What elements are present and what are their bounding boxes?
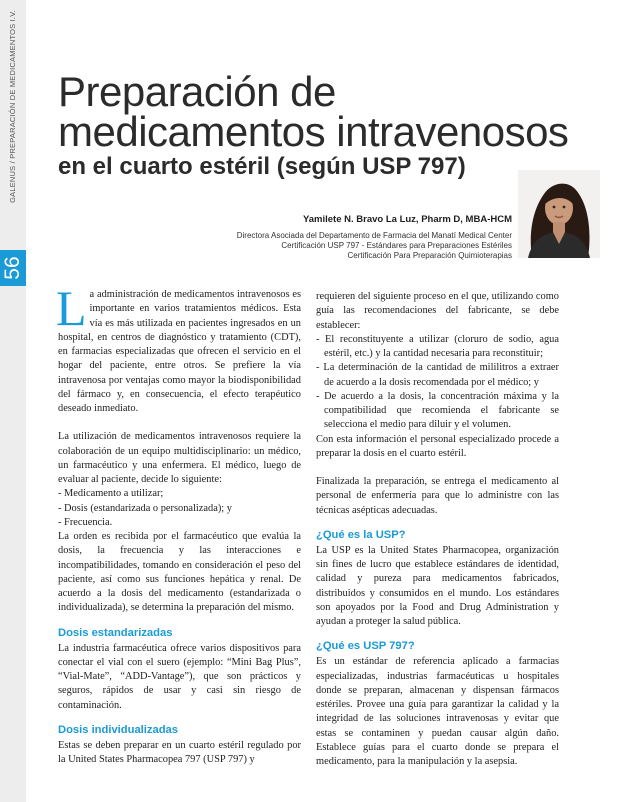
paragraph: Estas se deben preparar en un cuarto estéril regulado por la United States Pharmacopea 797 (USP 797) y [58,739,301,765]
paragraph: La utilización de medicamentos intravenosos requiere la colaboración de un equipo multidisciplinario: un médico, un farmacéutico y una enfermera. El médico, luego de evaluar al paciente, decide lo siguiente: [58,431,301,485]
paragraph: Con esta información el personal especializado procede a preparar la dosis en el cuarto estéril. [316,433,559,459]
heading-dosis-estandarizadas: Dosis estandarizadas [58,626,173,639]
page-subtitle: en el cuarto estéril (según USP 797) [58,153,466,180]
intro-text: a administración de medicamentos intravenosos es importante en varios tratamientos médicos. Esta vía es más utilizada en pacientes ingresados en un hospital, en centros de diagnóstico y tratamiento (CDT), en farmacias especializadas que ofrecen el servicio en el hogar del paciente, entre otros. Se prefiere la vía intravenosa por ventajas como mayor la biodisponibilidad del fármaco y, en consecuencia, el efecto terapéutico deseado inmediato. [58,289,301,414]
paragraph: requieren del siguiente proceso en el que, utilizando como guía las recomendaciones del fabricante, se debe establecer: [316,291,559,331]
author-cert-1: Certificación USP 797 - Estándares para Preparaciones Estériles [281,241,512,250]
article-column-right [316,290,559,769]
paragraph: La USP es la United States Pharmacopea, organización sin fines de lucro que establece estándares de identidad, calidad y pureza para medicamentos fabricados, distribuidos y consumidos en el mundo. Los estándares son apoyados por la Food and Drug Administration y ayudan a proteger la salud pública. [316,544,559,627]
paragraph: La orden es recibida por el farmacéutico que evalúa la dosis, la frecuencia y las interacciones e incompatibilidades, tomando en consideración el peso del paciente, así como sus funciones hepática y renal. De acuerdo a la dosis del medicamento (estandarizada o individualizada), se determina la preparación del mismo. [58,531,301,614]
sidebar-section-text: GALENUS / PREPARACIÓN DE MEDICAMENTOS I.V. [8,10,17,203]
portrait-image [518,170,600,258]
list-item: - De acuerdo a la dosis, la concentración máxima y la compatibilidad que recomienda el fabricante se selecciona el medio para diluir y el volumen. [316,390,559,431]
list-item: - El reconstituyente a utilizar (cloruro de sodio, agua estéril, etc.) y la cantidad necesaria para reconstituir; [316,333,559,359]
list-item: - Frecuencia. [58,516,113,528]
drop-cap: L [56,280,87,336]
list-item: - Medicamento a utilizar; [58,488,164,500]
paragraph: Es un estándar de referencia aplicado a farmacias especializadas, industrias farmacéuticas u hospitales donde se preparan, almacenan y dispensan fármacos estériles. Provee una guía para garantizar la calidad y la integridad de las soluciones intravenosas y evitar que estas se contaminen y puedan causar algún daño. Establece guías para el cuarto donde se prepara el medicamento, para la manipulación y la asepsia. [316,656,559,767]
author-portrait [518,170,600,258]
author-title: Directora Asociada del Departamento de Farmacia del Manatí Medical Center [236,231,512,240]
paragraph: Finalizada la preparación, se entrega el medicamento al personal de enfermería para que lo administre con las técnicas asépticas adecuadas. [316,476,559,516]
list-item: - Dosis (estandarizada o personalizada); y [58,502,232,514]
title-line-2: medicamentos intravenosos [58,108,569,155]
article-column-left [56,280,301,767]
page-title [58,68,569,155]
heading-dosis-individualizadas: Dosis individualizadas [58,723,178,736]
paragraph: La industria farmacéutica ofrece varios dispositivos para conectar el vial con el suero (ejemplo: “Mini Bag Plus”, “Vial-Mate”, “ADD-Vantage”), que son prácticos y seguros, rápidos de usar y casi sin riesgo de contaminación. [58,642,301,711]
intro-paragraph [56,280,301,416]
heading-que-es-usp: ¿Qué es la USP? [316,528,406,541]
author-block [237,214,512,261]
heading-que-es-usp-797: ¿Qué es USP 797? [316,640,415,653]
title-line-1: Preparación de [58,68,336,115]
author-name: Yamilete N. Bravo La Luz, Pharm D, MBA-HCM [302,214,512,225]
page-number: 56 [1,256,24,280]
list-item: - La determinación de la cantidad de mililitros a extraer de acuerdo a la dosis recomendada por el médico; y [316,362,559,388]
author-cert-2: Certificación Para Preparación Quimioterapias [347,251,512,260]
